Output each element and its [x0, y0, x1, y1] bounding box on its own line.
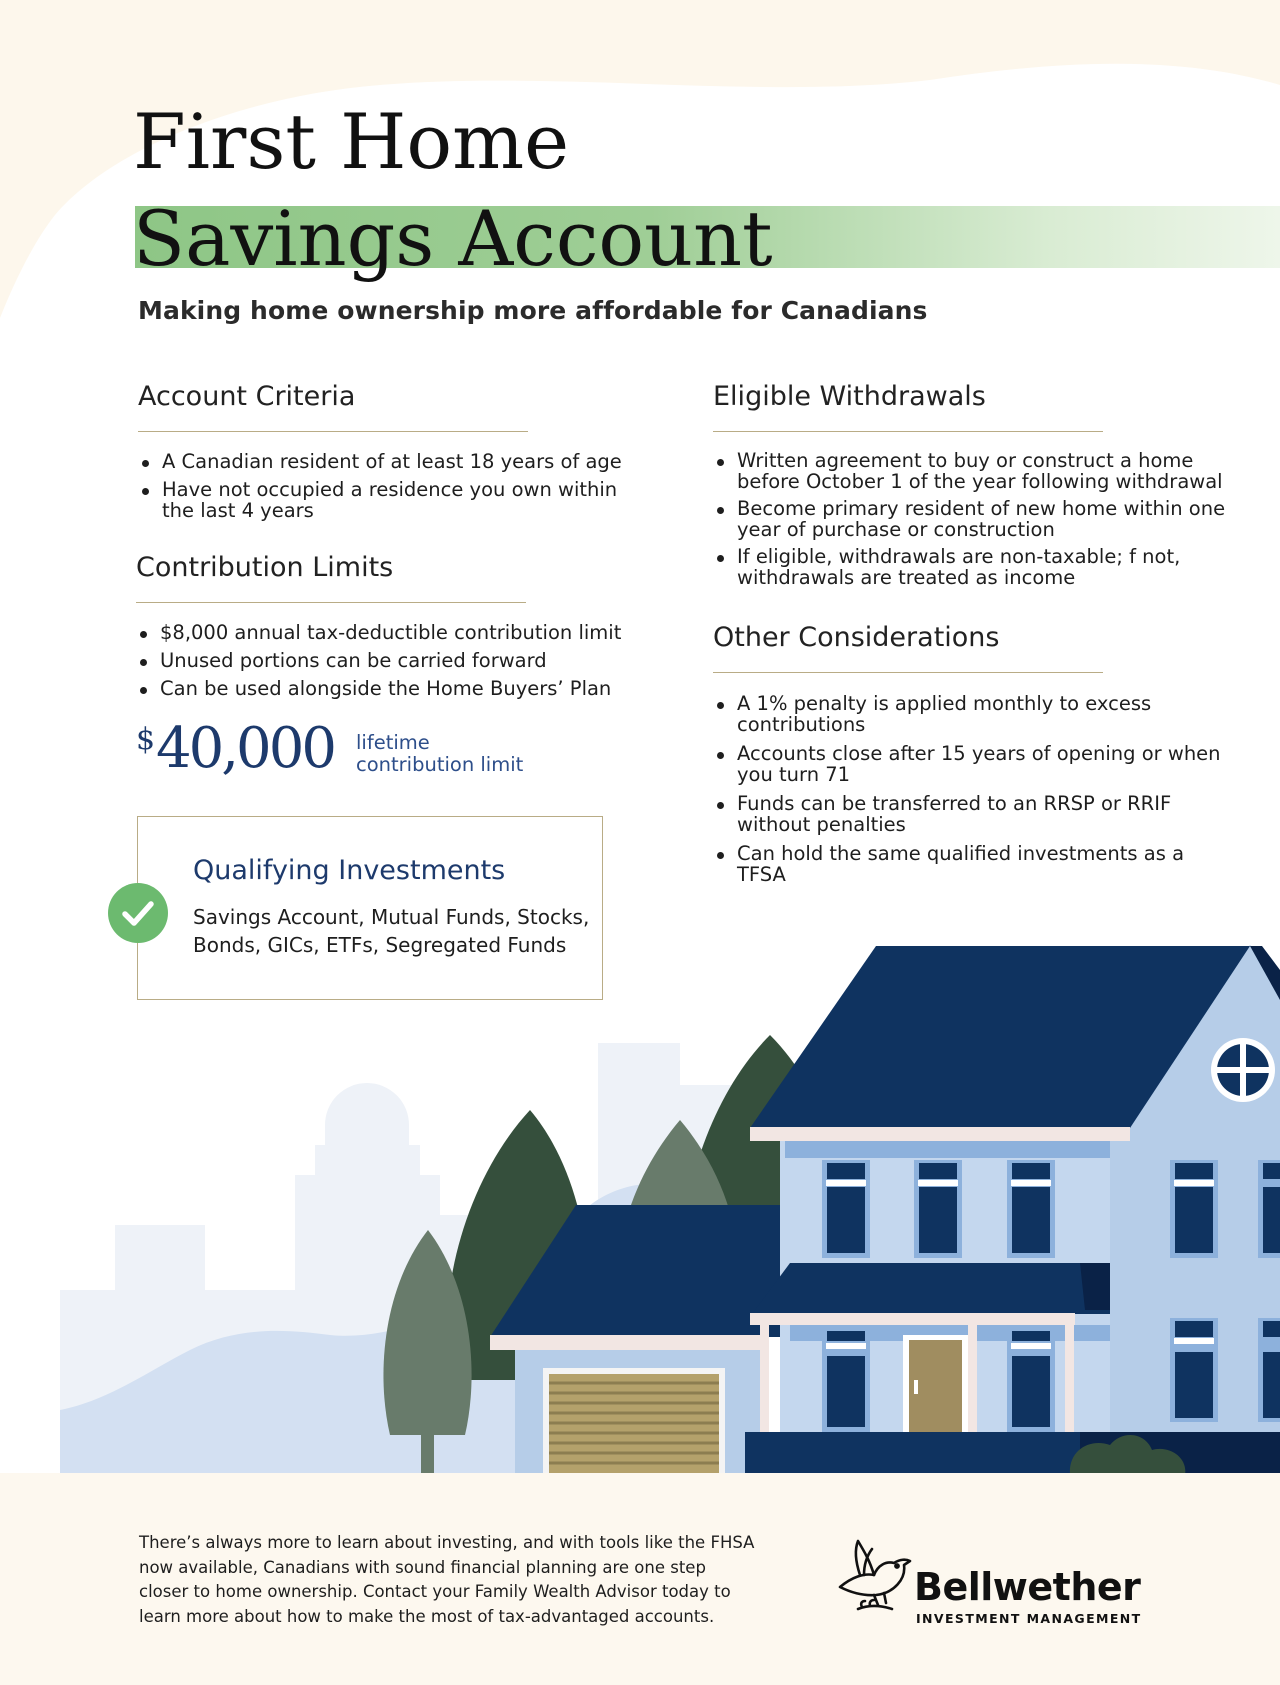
porch-roof-trim — [750, 1313, 1075, 1325]
list-item: Unused portions can be carried forward — [136, 650, 656, 671]
list-item: Written agreement to buy or construct a home before October 1 of the year following withdrawal — [713, 450, 1243, 492]
contribution-limits-divider — [136, 602, 526, 603]
house-upper-band — [785, 1140, 1110, 1158]
list-item: Become primary resident of new home within one year of purchase or construction — [713, 498, 1243, 540]
list-item: A 1% penalty is applied monthly to excess contributions — [713, 693, 1207, 735]
lifetime-label-line-2: contribution limit — [356, 753, 524, 776]
eligible-withdrawals-divider — [713, 431, 1103, 432]
qualifying-investments-box — [137, 816, 603, 1000]
eligible-withdrawals-section — [713, 381, 1226, 594]
contribution-limits-list — [136, 622, 656, 699]
account-criteria-divider — [138, 431, 528, 432]
front-door — [903, 1335, 968, 1435]
brand-name: Bellwether — [914, 1565, 1141, 1609]
qualifying-investments-heading: Qualifying Investments — [193, 855, 506, 886]
lifetime-currency: $ — [136, 722, 156, 757]
list-item: Accounts close after 15 years of opening or when you turn 71 — [713, 743, 1243, 785]
page-subtitle: Making home ownership more affordable for Canadians — [138, 296, 928, 325]
garage-roof-trim — [490, 1335, 760, 1350]
lifetime-label — [356, 732, 556, 776]
list-item: Have not occupied a residence you own within the last 4 years — [138, 479, 642, 521]
tree-trunk — [421, 1425, 434, 1475]
porch-roof — [752, 1263, 1110, 1314]
bellwether-bird-logo-icon — [834, 1535, 914, 1615]
brand-tagline: INVESTMENT MANAGEMENT — [916, 1611, 1142, 1626]
page-title-line-1: First Home — [133, 97, 570, 186]
other-considerations-divider — [713, 672, 1103, 673]
eligible-withdrawals-heading: Eligible Withdrawals — [713, 381, 986, 412]
footer-text: There’s always more to learn about investing, and with tools like the FHSA now available, Canadians with sound financial planning are one step closer to home ownership. Contact your Family Wealth Advisor today to learn more about how to make the most of tax-advantaged accounts. — [139, 1533, 755, 1626]
account-criteria-section — [138, 381, 622, 528]
page-footer — [0, 1473, 1280, 1685]
attic-window — [1211, 1038, 1275, 1102]
list-item: Can hold the same qualified investments as a TFSA — [713, 843, 1217, 885]
contribution-limits-heading: Contribution Limits — [136, 552, 394, 583]
other-considerations-section — [713, 622, 1221, 892]
list-item: A Canadian resident of at least 18 years of age — [138, 451, 658, 472]
house-roof-trim — [750, 1127, 1130, 1141]
account-criteria-list — [138, 451, 658, 521]
house-illustration — [0, 940, 1280, 1475]
lifetime-label-line-1: lifetime — [356, 731, 430, 754]
other-considerations-heading: Other Considerations — [713, 622, 1000, 653]
list-item: $8,000 annual tax-deductible contribution limit — [136, 622, 656, 643]
list-item: If eligible, withdrawals are non-taxable; f not, withdrawals are treated as income — [713, 546, 1227, 588]
contribution-limits-section — [136, 552, 622, 706]
qualifying-investments-text: Savings Account, Mutual Funds, Stocks, Bonds, GICs, ETFs, Segregated Funds — [193, 905, 590, 957]
list-item: Funds can be transferred to an RRSP or RRIF without penalties — [713, 793, 1207, 835]
lifetime-amount: 40,000 — [156, 716, 334, 781]
page-title-line-2: Savings Account — [133, 194, 773, 283]
house-foundation — [745, 1432, 1080, 1475]
porch-roof-edge — [1080, 1263, 1110, 1310]
account-criteria-heading: Account Criteria — [138, 381, 356, 412]
other-considerations-list — [713, 693, 1243, 885]
checkmark-icon — [108, 883, 168, 943]
eligible-withdrawals-list — [713, 450, 1243, 588]
list-item: Can be used alongside the Home Buyers’ Plan — [136, 678, 656, 699]
garage-door — [549, 1374, 719, 1475]
